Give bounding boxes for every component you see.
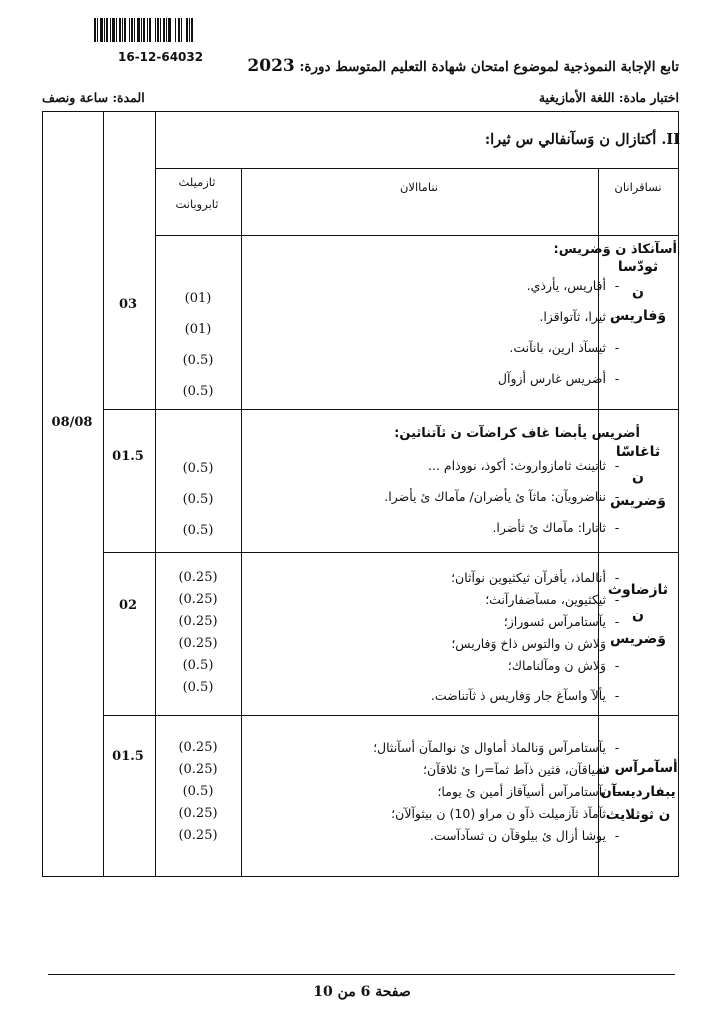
criterion-2-points: [155, 453, 241, 546]
criterion-4-indicators: [373, 737, 628, 847]
subject-label: اختبار مادة: اللغة الأمازيغية: [538, 90, 679, 105]
divider: [103, 715, 678, 716]
indicator-item: - أنالماذ، يأفرآن ثيكثيوين نوآثان؛: [431, 567, 628, 589]
criterion-4-line: أسآمرآس ن: [598, 760, 678, 776]
indicator-item: - ثيسآذ ارين، بانآنت.: [498, 332, 628, 363]
divider: [241, 168, 242, 876]
criterion-1-indicators: [498, 270, 628, 394]
point-value: (0.25): [178, 806, 218, 821]
point-value: (0.25): [178, 592, 218, 607]
criterion-4-points: [155, 737, 241, 847]
indicator-item: - يآستامرآس ئسوراز؛: [431, 611, 628, 633]
point-value: (0.5): [182, 384, 214, 399]
point-value: (0.25): [178, 614, 218, 629]
point-value: (0.5): [182, 353, 214, 368]
criterion-2-line: ثاغاسّا: [615, 444, 661, 460]
grading-line-1: ثازميلث: [178, 175, 216, 189]
document-title: [247, 56, 679, 76]
indicator-item: - ثيكثيوين، مسآضفارآنث؛: [431, 589, 628, 611]
column-header-indicators: نناماالان: [399, 180, 439, 194]
criterion-4-line: يبفاردیسآن: [600, 783, 676, 800]
criterion-3-line: ن: [632, 606, 644, 623]
page-number: صفحة 6 من 10: [313, 984, 411, 1000]
point-value: (0.5): [182, 492, 214, 507]
point-value: (0.25): [178, 828, 218, 843]
point-value: (0.25): [178, 762, 218, 777]
point-value: (0.25): [178, 636, 218, 651]
criterion-2-score: 01.5: [112, 449, 144, 464]
indicator-item: - أفاريس، يأرذي.: [498, 270, 628, 301]
criterion-3-indicators: [431, 567, 628, 707]
indicator-item: - وَلاش ن ومآلناماك؛: [431, 655, 628, 677]
document-code: 16-12-64032: [118, 50, 204, 64]
criterion-4-line: ن ثوثلايث: [605, 807, 671, 824]
indicator-item: - ثآمآذ ثآزميلت ذآو ن مراو (10) ن بيثوآلآن؛: [373, 803, 628, 825]
section-title: II. أكتازال ن وَسآنفالي س ثيرا:: [484, 131, 680, 148]
exam-year: 2023: [247, 56, 295, 76]
criterion-3-points: [155, 567, 241, 699]
criterion-4-score: 01.5: [112, 749, 144, 764]
column-header-criteria: نساقرانان: [614, 180, 662, 194]
indicator-item: - يآستامرآس أسيآقاز أمين ئ يوما؛: [373, 781, 628, 803]
indicator-item: - ثاتينث ثامازواروث: أكوذ، نووذام ...: [384, 450, 628, 481]
divider: [103, 552, 678, 553]
criterion-2-line: ن: [632, 468, 644, 485]
point-value: (0.5): [182, 523, 214, 538]
column-header-grading: [155, 172, 239, 216]
point-value: (01): [184, 322, 212, 337]
point-value: (0.5): [182, 461, 214, 476]
indicator-item: - أضريس غارس أزوآل: [498, 363, 628, 394]
criterion-3-line: ثازضاوث: [607, 582, 669, 598]
indicator-item: - ثيرا، ثآتواقزا.: [498, 301, 628, 332]
total-score: 08/08: [51, 415, 93, 430]
criterion-1-points: [155, 283, 241, 407]
criterion-3-score: 02: [118, 598, 138, 613]
divider: [155, 168, 678, 169]
point-value: (01): [184, 291, 212, 306]
point-value: (0.25): [178, 740, 218, 755]
criterion-2-line: وَضريس: [610, 493, 666, 509]
point-value: (0.25): [178, 570, 218, 585]
title-text: تابع الإجابة النموذجية لموضوع امتحان شهادة التعليم المتوسط دورة:: [299, 59, 679, 75]
criterion-2-indicators: [384, 450, 628, 543]
indicator-item: - نناضرويآن: ماثآ ئ يأضران/ مآماك ئ يأضرا.: [384, 481, 628, 512]
criterion-1-heading: أسآنكاذ ن وَضريس:: [553, 242, 677, 257]
grading-line-2: ثابروبانت: [175, 196, 219, 211]
indicator-item: - يآستامرآس وَنالماذ أماوال ئ نوالمآن أسآنثال؛: [373, 737, 628, 759]
point-value: (0.5): [182, 658, 214, 673]
criterion-1-score: 03: [118, 297, 138, 312]
criterion-2-heading: أضريس يأبضا غاف كراضآت ن ثآتناثين:: [394, 426, 640, 441]
indicator-item: - وَلاش ن والتوس ذاخ وَفاريس؛: [431, 633, 628, 655]
duration-label: المدة: ساعة ونصف: [42, 90, 145, 105]
criterion-1-line: ثودّسا: [617, 259, 659, 275]
criterion-3-line: وَضريس: [610, 631, 666, 647]
indicator-item: - يوشا أزال ئ بيلوقآن ن ثسآدآست.: [373, 825, 628, 847]
point-value: (0.5): [182, 680, 214, 695]
criterion-1-line: ن: [632, 283, 644, 300]
indicator-item: - يألآ واسآغ جار وَفاريس ذ ثآتناضت.: [431, 685, 628, 707]
criterion-1-line: وَفاريس: [609, 308, 667, 324]
divider: [155, 235, 678, 236]
barcode-graphic: [94, 18, 224, 42]
indicator-item: - نمياقآن، فثين ذآط ثمآ=را ئ ئلاقآن؛: [373, 759, 628, 781]
indicator-item: - ثاتارا: مآماك ئ ثأضرا.: [384, 512, 628, 543]
point-value: (0.5): [182, 784, 214, 799]
divider: [103, 409, 678, 410]
footer-divider: [48, 974, 675, 975]
